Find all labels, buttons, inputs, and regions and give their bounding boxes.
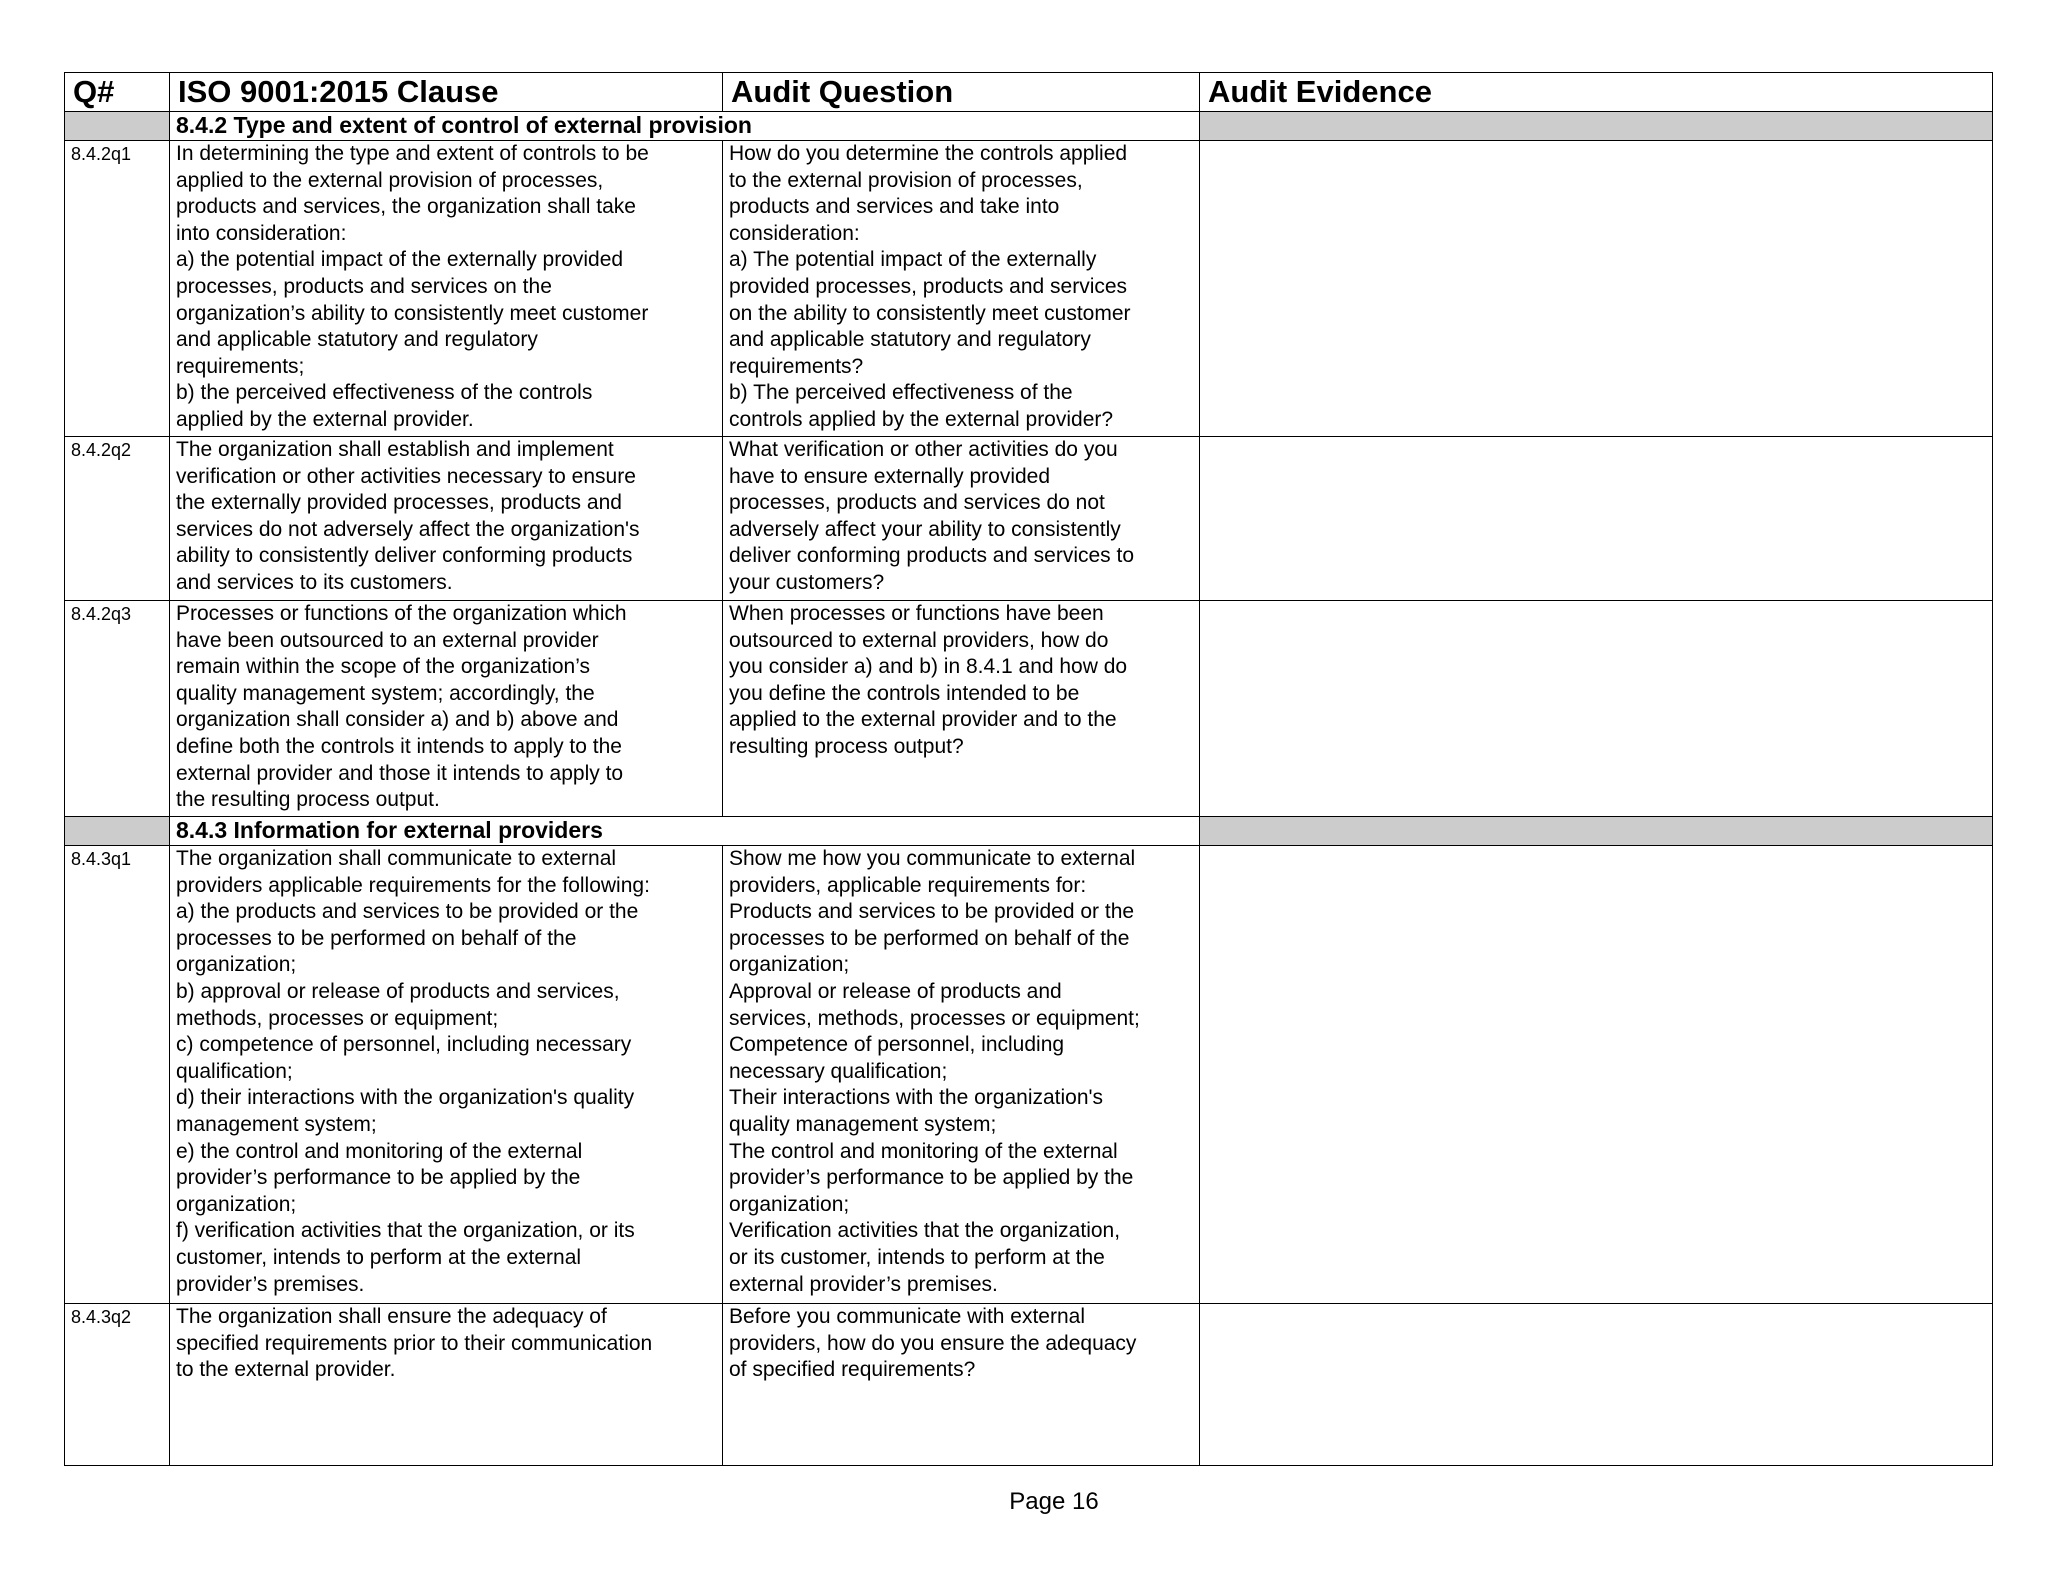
clause-line: The organization shall ensure the adequacy of [176,1305,607,1328]
page-number: Page 16 [1009,1488,1099,1515]
question-line: Competence of personnel, including [729,1033,1065,1057]
section-shade-cell [1200,817,1993,846]
section-shade-cell [65,112,170,141]
clause-line: remain within the scope of the organization’s [176,655,591,679]
question-line: external provider’s premises. [729,1272,998,1296]
clause-line: external provider and those it intends to apply to [176,761,624,785]
audit-evidence-cell[interactable] [1200,141,1993,437]
question-line: you consider a) and b) in 8.4.1 and how do [729,655,1128,679]
question-line: adversely affect your ability to consistently [729,517,1121,541]
audit-evidence-cell[interactable] [1200,601,1993,817]
clause-line: ability to consistently deliver conforming products [176,544,633,568]
clause-line: c) competence of personnel, including necessary [176,1033,632,1057]
section-shade-cell [1200,112,1993,141]
clause-line: provider’s performance to be applied by the [176,1166,581,1190]
clause-line: f) verification activities that the organization, or its [176,1219,635,1243]
clause-line: management system; [176,1112,377,1136]
question-line: a) The potential impact of the externally [729,248,1097,272]
question-id: 8.4.3q1 [65,846,170,1304]
question-line: on the ability to consistently meet customer [729,301,1131,325]
question-line: providers, applicable requirements for: [729,873,1087,897]
audit-checklist-table [64,72,1993,1466]
clause-line: and applicable statutory and regulatory [176,328,538,352]
clause-line: applied to the external provision of processes, [176,168,604,192]
table-row [65,437,1993,601]
question-line: processes to be performed on behalf of the [729,926,1130,950]
header-audit-evidence: Audit Evidence [1200,73,1993,112]
clause-line: requirements; [176,354,305,378]
question-line: Products and services to be provided or the [729,900,1135,924]
clause-line: specified requirements prior to their communication [176,1331,653,1355]
audit-question-text [723,437,1200,601]
question-line: necessary qualification; [729,1059,948,1083]
question-line: provider’s performance to be applied by the [729,1166,1134,1190]
section-title-cell [170,817,1200,846]
question-line: you define the controls intended to be [729,681,1080,705]
question-id: 8.4.2q1 [65,141,170,437]
audit-evidence-cell[interactable] [1200,846,1993,1304]
question-line: Before you communicate with external [729,1305,1086,1328]
question-line: quality management system; [729,1112,997,1136]
question-line: deliver conforming products and services to [729,544,1135,568]
header-clause: ISO 9001:2015 Clause [170,73,723,112]
clause-line: the resulting process output. [176,788,440,812]
table-row [65,141,1993,437]
question-line: resulting process output? [729,734,964,758]
question-id: 8.4.2q3 [65,601,170,817]
question-line: controls applied by the external provider? [729,407,1114,431]
question-line: provided processes, products and services [729,274,1128,298]
clause-line: verification or other activities necessary to ensure [176,464,636,488]
section-title: 8.4.3 Information for external providers [176,817,603,843]
clause-line: methods, processes or equipment; [176,1006,499,1030]
clause-text [170,846,723,1304]
question-line: to the external provision of processes, [729,168,1083,192]
question-line: services, methods, processes or equipment; [729,1006,1140,1030]
audit-evidence-cell[interactable] [1200,1304,1993,1466]
header-audit-question: Audit Question [723,73,1200,112]
question-line: consideration: [729,221,860,245]
audit-question-text [723,141,1200,437]
clause-line: organization; [176,1192,297,1216]
clause-line: applied by the external provider. [176,407,474,431]
header-row [65,73,1993,112]
clause-line: qualification; [176,1059,293,1083]
clause-line: quality management system; accordingly, the [176,681,595,705]
clause-text [170,1304,723,1466]
question-line: requirements? [729,354,864,378]
clause-line: b) approval or release of products and services, [176,979,620,1003]
table-row [65,846,1993,1304]
table-body [65,112,1993,1466]
clause-line: organization; [176,953,297,977]
table-row [65,1304,1993,1466]
question-line: What verification or other activities do you [729,438,1118,461]
question-line: products and services and take into [729,195,1060,219]
question-line: Approval or release of products and [729,979,1062,1003]
question-line: have to ensure externally provided [729,464,1051,488]
clause-line: processes to be performed on behalf of the [176,926,577,950]
section-header-row [65,112,1993,141]
audit-question-text [723,601,1200,817]
clause-line: d) their interactions with the organization's quality [176,1086,635,1110]
question-line: or its customer, intends to perform at the [729,1245,1105,1269]
question-line: When processes or functions have been [729,602,1104,625]
clause-line: Processes or functions of the organization which [176,602,627,625]
question-line: organization; [729,1192,850,1216]
clause-line: b) the perceived effectiveness of the controls [176,381,593,405]
clause-line: and services to its customers. [176,570,453,594]
header-q-number: Q# [65,73,170,112]
question-line: Their interactions with the organization's [729,1086,1104,1110]
section-title: 8.4.2 Type and extent of control of external provision [176,112,752,138]
question-line: outsourced to external providers, how do [729,628,1109,652]
question-line: Show me how you communicate to external [729,847,1136,870]
clause-line: providers applicable requirements for the following: [176,873,650,897]
clause-line: products and services, the organization shall take [176,195,636,219]
question-line: Verification activities that the organization, [729,1219,1121,1243]
question-line: applied to the external provider and to the [729,708,1117,732]
clause-line: define both the controls it intends to apply to the [176,734,622,758]
clause-line: services do not adversely affect the organization's [176,517,640,541]
question-line: your customers? [729,570,885,594]
question-id: 8.4.3q2 [65,1304,170,1466]
clause-line: organization’s ability to consistently meet customer [176,301,649,325]
clause-text [170,141,723,437]
question-line: The control and monitoring of the external [729,1139,1118,1163]
clause-line: provider’s premises. [176,1272,365,1296]
clause-text [170,601,723,817]
clause-line: a) the products and services to be provided or the [176,900,639,924]
section-header-row [65,817,1993,846]
section-shade-cell [65,817,170,846]
question-line: and applicable statutory and regulatory [729,328,1091,352]
question-id: 8.4.2q2 [65,437,170,601]
clause-line: organization shall consider a) and b) above and [176,708,619,732]
audit-evidence-cell[interactable] [1200,437,1993,601]
clause-line: processes, products and services on the [176,274,552,298]
clause-line: e) the control and monitoring of the external [176,1139,583,1163]
clause-line: The organization shall establish and implement [176,438,614,461]
question-line: organization; [729,953,850,977]
clause-line: the externally provided processes, products and [176,491,622,515]
question-line: processes, products and services do not [729,491,1105,515]
question-line: How do you determine the controls applied [729,142,1128,165]
clause-line: have been outsourced to an external provider [176,628,599,652]
section-title-cell [170,112,1200,141]
table-row [65,601,1993,817]
audit-question-text [723,846,1200,1304]
question-line: of specified requirements? [729,1358,976,1382]
clause-line: to the external provider. [176,1358,396,1382]
clause-line: The organization shall communicate to external [176,847,617,870]
question-line: b) The perceived effectiveness of the [729,381,1073,405]
clause-line: In determining the type and extent of controls to be [176,142,649,165]
clause-text [170,437,723,601]
question-line: providers, how do you ensure the adequacy [729,1331,1137,1355]
clause-line: a) the potential impact of the externally provided [176,248,624,272]
audit-question-text [723,1304,1200,1466]
clause-line: into consideration: [176,221,347,245]
clause-line: customer, intends to perform at the external [176,1245,582,1269]
